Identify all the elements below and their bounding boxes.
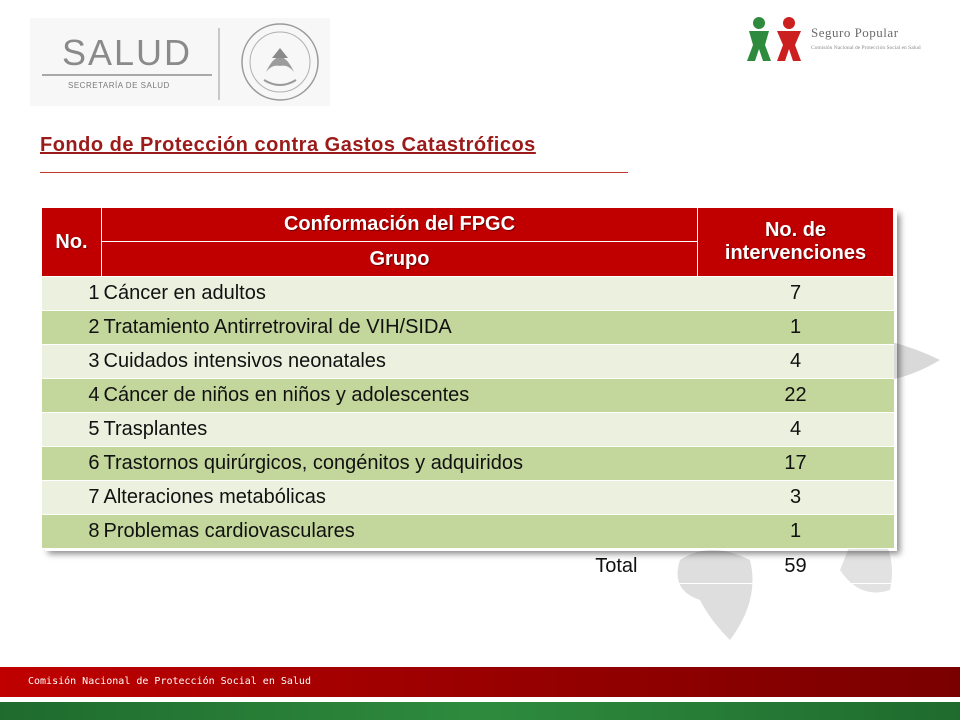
row-interventions: 17 xyxy=(698,447,894,481)
total-row xyxy=(42,549,894,584)
salud-logo xyxy=(30,18,330,106)
total-spacer xyxy=(42,549,102,584)
row-number: 4 xyxy=(42,379,102,413)
row-number: 1 xyxy=(42,277,102,311)
row-group: Cuidados intensivos neonatales xyxy=(102,345,698,379)
row-group: Alteraciones metabólicas xyxy=(102,481,698,515)
row-number: 6 xyxy=(42,447,102,481)
row-interventions: 1 xyxy=(698,515,894,549)
seguro-popular-logo xyxy=(745,15,930,70)
seguro-popular-subtitle: Comisión Nacional de Protección Social en Salud xyxy=(811,45,921,51)
row-group: Tratamiento Antirretroviral de VIH/SIDA xyxy=(102,311,698,345)
row-interventions: 22 xyxy=(698,379,894,413)
row-group: Cáncer de niños en niños y adolescentes xyxy=(102,379,698,413)
row-interventions: 4 xyxy=(698,413,894,447)
table-row xyxy=(42,413,894,447)
table-row xyxy=(42,515,894,549)
row-number: 7 xyxy=(42,481,102,515)
salud-logo-word: SALUD xyxy=(62,32,193,73)
salud-logo-subtitle: SECRETARÍA DE SALUD xyxy=(68,81,170,90)
row-group: Cáncer en adultos xyxy=(102,277,698,311)
row-number: 2 xyxy=(42,311,102,345)
table-row xyxy=(42,311,894,345)
footer-green-stripe xyxy=(0,702,960,720)
table-row xyxy=(42,447,894,481)
row-interventions: 3 xyxy=(698,481,894,515)
salud-logo-rule xyxy=(42,74,212,76)
row-number: 5 xyxy=(42,413,102,447)
table-row xyxy=(42,481,894,515)
row-interventions: 7 xyxy=(698,277,894,311)
seguro-popular-title: Seguro Popular xyxy=(811,25,899,40)
fpgc-table xyxy=(41,207,894,584)
row-interventions: 1 xyxy=(698,311,894,345)
footer-text: Comisión Nacional de Protección Social en Salud xyxy=(28,676,311,687)
row-group: Problemas cardiovasculares xyxy=(102,515,698,549)
table-row xyxy=(42,345,894,379)
header-intervenciones: No. de intervenciones xyxy=(698,208,894,277)
mexican-eagle-seal-icon xyxy=(236,20,324,104)
two-figures-icon xyxy=(745,15,807,65)
total-value: 59 xyxy=(698,549,894,584)
header-grupo: Grupo xyxy=(102,242,698,277)
row-interventions: 4 xyxy=(698,345,894,379)
header-no: No. xyxy=(42,208,102,277)
row-number: 8 xyxy=(42,515,102,549)
logo-divider xyxy=(218,28,220,100)
header-conformacion: Conformación del FPGC xyxy=(102,208,698,242)
row-number: 3 xyxy=(42,345,102,379)
table-row xyxy=(42,379,894,413)
row-group: Trastornos quirúrgicos, congénitos y adquiridos xyxy=(102,447,698,481)
table-row xyxy=(42,277,894,311)
page-title: Fondo de Protección contra Gastos Catastróficos xyxy=(40,134,536,156)
row-group: Trasplantes xyxy=(102,413,698,447)
title-underline-rule xyxy=(40,172,628,173)
total-label: Total xyxy=(102,549,698,584)
